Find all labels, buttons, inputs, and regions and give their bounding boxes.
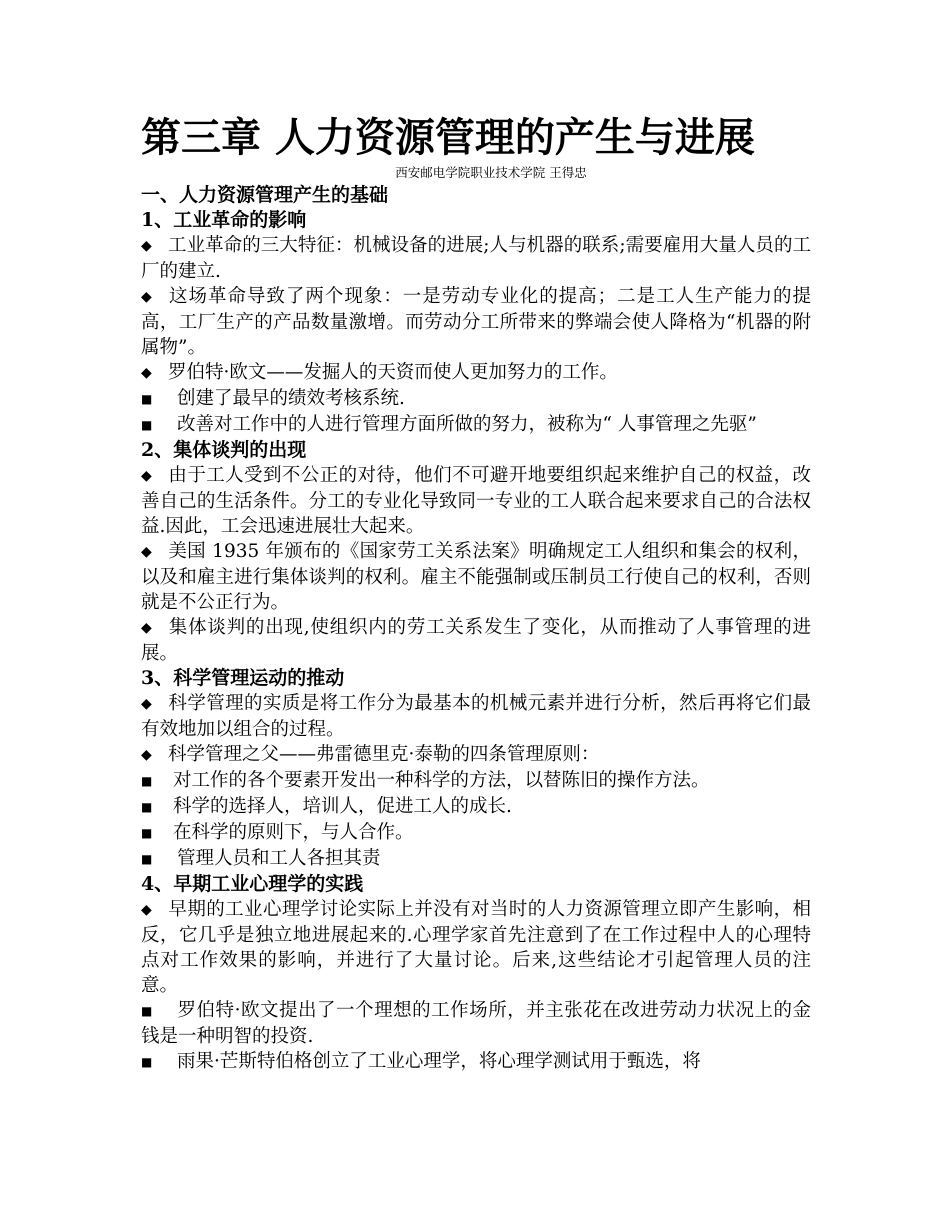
square-bullet-icon: ■ xyxy=(141,1055,153,1069)
list-item xyxy=(141,794,811,820)
square-bullet-icon: ■ xyxy=(141,392,153,406)
diamond-bullet-icon: ◆ xyxy=(141,747,152,763)
list-item-text: 雨果·芒斯特伯格创立了工业心理学，将心理学测试用于甄选，将 xyxy=(177,1051,701,1072)
author-line: 西安邮电学院职业技术学院 王得忠 xyxy=(395,165,587,180)
subsection-heading: 2、集体谈判的出现 xyxy=(141,439,307,461)
list-item xyxy=(141,1049,811,1075)
diamond-bullet-icon: ◆ xyxy=(141,544,152,560)
list-item-text: 由于工人受到不公正的对待，他们不可避开地要组织起来维护自己的权益，改善自己的生活条件。分工的专业化导致同一专业的工人联合起来要求自己的合法权益.因此，工会迅速进展壮大起来。 xyxy=(141,465,811,537)
list-item xyxy=(141,463,811,539)
subsection-heading: 1、工业革命的影响 xyxy=(141,209,307,231)
diamond-bullet-icon: ◆ xyxy=(141,289,152,305)
square-bullet-icon: ■ xyxy=(141,418,153,432)
section-heading: 一、人力资源管理产生的基础 xyxy=(141,184,389,206)
list-item-text: 对工作的各个要素开发出一种科学的方法，以替陈旧的操作方法。 xyxy=(173,770,710,791)
square-bullet-icon: ■ xyxy=(141,774,153,788)
list-item xyxy=(141,233,811,284)
list-item xyxy=(141,691,811,742)
list-item-text: 这场革命导致了两个现象：一是劳动专业化的提高；二是工人生产能力的提高，工厂生产的产品数量激增。而劳动分工所带来的弊端会使人降格为“机器的附属物”。 xyxy=(141,286,811,358)
list-item-text: 工业革命的三大特征：机械设备的进展;人与机器的联系;需要雇用大量人员的工厂的建立. xyxy=(141,235,811,282)
list-item xyxy=(141,412,811,438)
diamond-bullet-icon: ◆ xyxy=(141,620,152,636)
list-item xyxy=(141,360,811,386)
list-item-text: 科学管理之父——弗雷德里克·泰勒的四条管理原则： xyxy=(168,744,600,765)
list-item xyxy=(141,768,811,794)
list-item-text: 改善对工作中的人进行管理方面所做的努力，被称为“ 人事管理之先驱” xyxy=(177,414,757,435)
diamond-bullet-icon: ◆ xyxy=(141,902,152,918)
subsection-heading: 4、早期工业心理学的实践 xyxy=(141,873,364,895)
subsection-heading: 3、科学管理运动的推动 xyxy=(141,667,345,689)
list-item-text: 美国 1935 年颁布的《国家劳工关系法案》明确规定工人组织和集会的权利，以及和雇主进行集体谈判的权利。雇主不能强制或压制员工行使自己的权利，否则就是不公正行为。 xyxy=(141,541,811,613)
square-bullet-icon: ■ xyxy=(141,852,153,866)
list-item xyxy=(141,820,811,846)
list-item-text: 早期的工业心理学讨论实际上并没有对当时的人力资源管理立即产生影响，相反，它几乎是独立地进展起来的.心理学家首先注意到了在工作过程中人的心理特点对工作效果的影响，并进行了大量讨论。后来,这些结论才引起管理人员的注意。 xyxy=(141,899,811,996)
list-item xyxy=(141,897,811,998)
diamond-bullet-icon: ◆ xyxy=(141,365,152,381)
square-bullet-icon: ■ xyxy=(141,1004,153,1018)
list-item xyxy=(141,284,811,360)
square-bullet-icon: ■ xyxy=(141,800,153,814)
list-item xyxy=(141,386,811,412)
list-item xyxy=(141,998,811,1049)
list-item-text: 罗伯特·欧文提出了一个理想的工作场所，并主张花在改进劳动力状况上的金钱是一种明智的投资. xyxy=(141,1000,811,1047)
list-item xyxy=(141,742,811,768)
list-item xyxy=(141,539,811,615)
list-item xyxy=(141,615,811,666)
list-item-text: 创建了最早的绩效考核系统. xyxy=(177,388,405,409)
diamond-bullet-icon: ◆ xyxy=(141,696,152,712)
list-item-text: 集体谈判的出现,使组织内的劳工关系发生了变化，从而推动了人事管理的进展。 xyxy=(141,617,811,664)
diamond-bullet-icon: ◆ xyxy=(141,468,152,484)
list-item-text: 在科学的原则下，与人合作。 xyxy=(173,822,414,843)
list-item-text: 科学的选择人，培训人，促进工人的成长. xyxy=(173,796,512,817)
document-page xyxy=(141,112,811,1075)
list-item-text: 罗伯特·欧文——发掘人的天资而使人更加努力的工作。 xyxy=(168,362,618,383)
chapter-title: 第三章 人力资源管理的产生与进展 xyxy=(141,114,755,161)
list-item xyxy=(141,846,811,872)
list-item-text: 管理人员和工人各担其责 xyxy=(177,848,381,869)
list-item-text: 科学管理的实质是将工作分为最基本的机械元素并进行分析，然后再将它们最有效地加以组合的过程。 xyxy=(141,693,811,740)
square-bullet-icon: ■ xyxy=(141,826,153,840)
diamond-bullet-icon: ◆ xyxy=(141,238,152,254)
